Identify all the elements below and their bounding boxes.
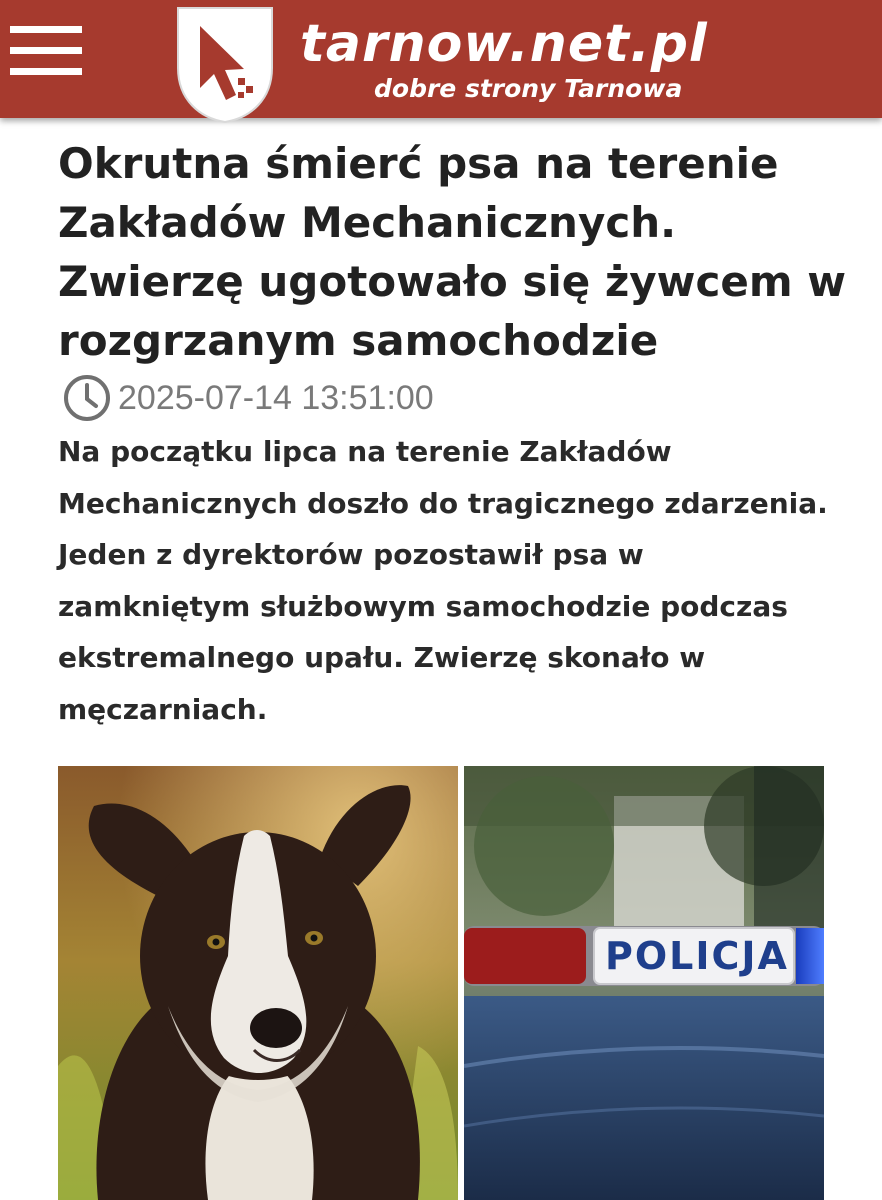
article-lead-line: ekstremalnego upału. Zwierzę skonało w [58, 641, 706, 674]
clock-icon [62, 373, 112, 423]
article-meta [62, 374, 434, 422]
menu-bar [10, 26, 82, 33]
police-car-illustration [464, 766, 824, 1200]
article-title-line: Okrutna śmierć psa na terenie [58, 139, 779, 188]
article-title-line: rozgrzanym samochodzie [58, 316, 659, 365]
article-lead-line: Jeden z dyrektorów pozostawił psa w [58, 538, 644, 571]
article-title-line: Zwierzę ugotowało się żywcem w [58, 257, 847, 306]
article-lead-line: męczarniach. [58, 692, 268, 726]
police-car-photo[interactable] [464, 766, 824, 1200]
police-sign-text: POLICJA [605, 934, 789, 978]
article-lead-line: Mechanicznych doszło do tragicznego zdarzenia. [58, 486, 828, 520]
article-lead [58, 426, 858, 735]
article-lead-line: zamkniętym służbowym samochodzie podczas [58, 589, 788, 623]
hamburger-menu-button[interactable] [10, 26, 82, 76]
cursor-shield-logo-icon[interactable] [174, 6, 276, 124]
dog-illustration [58, 766, 458, 1200]
site-name: tarnow.net.pl [300, 14, 708, 74]
article-title-line: Zakładów Mechanicznych. [58, 198, 677, 247]
menu-bar [10, 68, 82, 75]
publish-date: 2025-07-14 13:51:00 [118, 378, 434, 417]
site-brand-link[interactable] [296, 10, 736, 110]
article-title [58, 134, 858, 370]
site-tagline: dobre strony Tarnowa [374, 74, 683, 103]
dog-photo[interactable] [58, 766, 458, 1200]
article-lead-line: Na początku lipca na terenie Zakładów [58, 435, 672, 468]
site-header [0, 0, 882, 118]
menu-bar [10, 47, 82, 54]
